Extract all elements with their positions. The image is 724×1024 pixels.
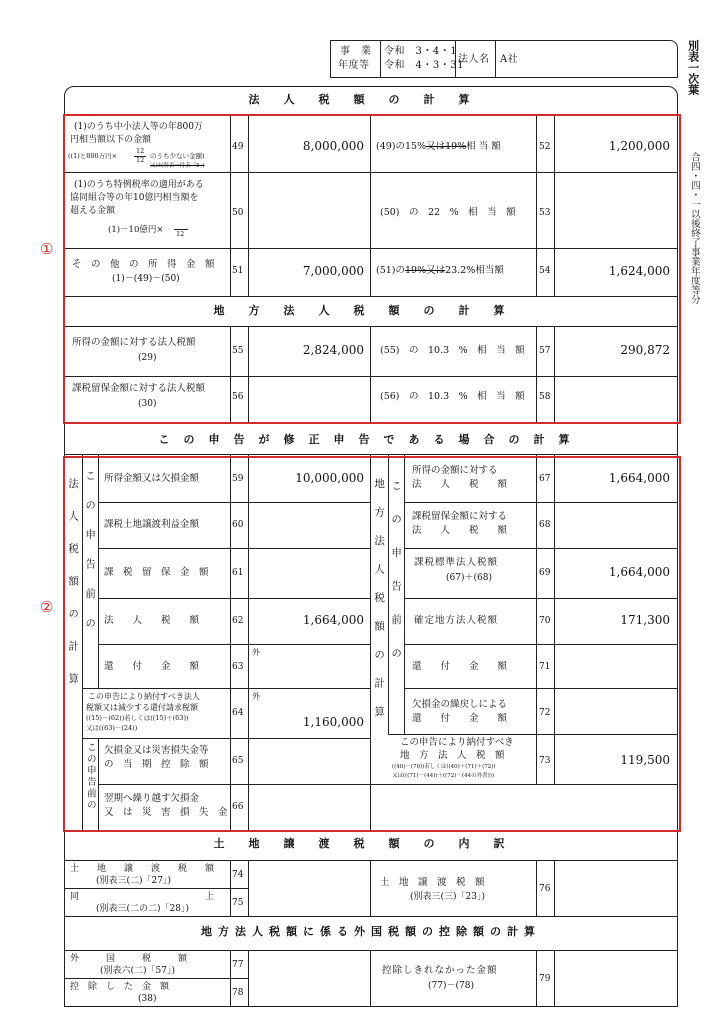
r56-line1: 課税留保金額に対する法人税額 — [72, 383, 206, 394]
r74-line1: 土 地 譲 渡 税 額 — [70, 864, 215, 874]
r52-label-b: 相当額 — [466, 141, 504, 152]
r55-no: 55 — [232, 346, 244, 356]
r69-no: 69 — [539, 568, 551, 578]
section-foreign: 地方法人税額に係る外国税額の控除額の計算 — [201, 925, 541, 938]
section-local-tax: 地方法人税額の計算 — [213, 304, 529, 317]
r79-line2: (77)－(78) — [428, 981, 474, 991]
r50-frac-bot: 12 — [176, 230, 185, 238]
r59-value: 10,000,000 — [295, 471, 364, 485]
r62-no: 62 — [232, 616, 244, 626]
r67-line2: 法 人 税 額 — [412, 479, 508, 490]
r54-label-a: (51)の — [376, 265, 406, 276]
r76-no: 76 — [539, 884, 551, 894]
r71-no: 71 — [539, 662, 551, 672]
r51-line1: そ の 他 の 所 得 金 額 — [72, 259, 215, 270]
header-divider-1 — [380, 40, 381, 78]
r77-line2: (別表六(二)「57」) — [100, 966, 175, 976]
r49-line1: (1)のうち中小法人等の年800万 — [74, 122, 203, 132]
r77-line1: 外 国 税 額 — [70, 954, 188, 964]
r73-line3: ((40)－(70))若しくは((40)＋(71)＋(72)) — [392, 764, 496, 770]
vline — [248, 860, 249, 916]
r49-value: 8,000,000 — [302, 139, 364, 153]
r75-line2: (別表三(二の二)「28」) — [96, 904, 189, 914]
r65-no: 65 — [232, 756, 244, 766]
r50-no: 50 — [232, 208, 244, 218]
vline — [536, 950, 537, 1007]
r49-line2: 円相当額以下の金額 — [70, 135, 152, 145]
r66-no: 66 — [232, 802, 244, 812]
r55-line1: 所得の金額に対する法人税額 — [72, 337, 196, 348]
r65-line1: 欠損金又は災害損失金等 — [104, 745, 209, 756]
r72-line2: 還 付 金 額 — [412, 713, 508, 724]
marker-2: ② — [40, 598, 54, 616]
r73-line4: 又は(((71)－(44))＋((72)－(44の外書))) — [392, 773, 495, 779]
r54-no: 54 — [539, 266, 551, 276]
r67-line1: 所得の金額に対する — [412, 465, 498, 476]
r78-no: 78 — [232, 988, 244, 998]
highlight-box-1 — [63, 114, 681, 424]
r54-value: 1,624,000 — [608, 264, 670, 278]
r67-no: 67 — [539, 474, 551, 484]
amend-right-inner: この申告前の — [390, 480, 403, 681]
r58-no: 58 — [539, 392, 551, 402]
r72-no: 72 — [539, 708, 551, 718]
r51-no: 51 — [232, 266, 244, 276]
r56-no: 56 — [232, 392, 244, 402]
r73-no: 73 — [539, 756, 551, 766]
header-divider-3 — [495, 40, 496, 78]
vline — [230, 950, 231, 1007]
r52-no: 52 — [539, 142, 551, 152]
amend-left-inner-top: この申告前の — [84, 470, 97, 647]
amend-left-outer: 法人税額の計算 — [67, 478, 80, 706]
r64-no: 64 — [232, 708, 244, 718]
r57-no: 57 — [539, 346, 551, 356]
r72-line1: 欠損金の繰戻しによる — [412, 699, 508, 710]
r66-line1: 翌期へ繰り越す欠損金 — [104, 793, 200, 804]
r76-line1: 土 地 譲 渡 税 額 — [380, 877, 485, 888]
vline — [248, 950, 249, 1007]
amend-right-outer: 地方法人税額の計算 — [373, 478, 386, 735]
r75-line1: 同 上 — [70, 892, 215, 902]
r62-value: 1,664,000 — [302, 613, 364, 627]
r74-line2: (別表三(二)「27」) — [96, 876, 171, 886]
r73-line1: この申告により納付すべき — [400, 737, 514, 748]
section-amendment: この申告が修正申告である場合の計算 — [158, 433, 584, 446]
r53-no: 53 — [539, 208, 551, 218]
r74-no: 74 — [232, 870, 244, 880]
section-land: 土地譲渡税額の内訳 — [213, 837, 529, 850]
r64-gai: 外 — [252, 692, 260, 701]
r55-line2: (29) — [138, 353, 157, 363]
r71-label: 還 付 金 額 — [412, 661, 508, 672]
r51-line2: (1)－(49)－(50) — [112, 274, 180, 284]
side-title-1: 別表一次葉 — [686, 40, 700, 95]
r69-value: 1,664,000 — [608, 565, 670, 579]
r50-line2: 協同組合等の年10億円相当額を — [70, 193, 199, 203]
vline — [370, 950, 371, 1007]
r55-value: 2,824,000 — [302, 343, 364, 357]
r59-label: 所得金額又は欠損金額 — [104, 473, 200, 484]
r50-line3: 超える金額 — [70, 206, 116, 216]
vline — [554, 860, 555, 916]
r73-value: 119,500 — [620, 753, 670, 767]
hline — [64, 950, 678, 951]
r51-value: 7,000,000 — [302, 264, 364, 278]
r78-line2: (38) — [138, 994, 157, 1004]
r58-label: (56) の 10.3 % 相 当 額 — [380, 391, 525, 402]
r57-label: (55) の 10.3 % 相 当 額 — [380, 345, 525, 356]
r57-value: 290,872 — [620, 343, 670, 357]
amend-left-inner-bottom: この申告前の — [84, 742, 96, 811]
r49-line4: のうち少ない金額) — [150, 152, 205, 160]
hline — [64, 978, 248, 979]
r63-label: 還 付 金 額 — [104, 661, 200, 672]
vline — [370, 860, 371, 916]
header-houjin-label: 法人名 — [458, 54, 490, 65]
header-nendo: 年度等 — [338, 60, 370, 71]
r64-line1: この申告により納付すべき法人 — [88, 692, 200, 701]
r54-label-strike: 19%又は — [405, 265, 446, 276]
r75-no: 75 — [232, 898, 244, 908]
r50-line1: (1)のうち特例税率の適用がある — [74, 180, 204, 190]
r63-no: 63 — [232, 662, 244, 672]
r53-label: (50) の 22 % 相 当 額 — [380, 207, 516, 218]
section-corporate-tax: 法人税額の計算 — [248, 93, 494, 106]
r65-line2: の 当 期 控 除 額 — [104, 759, 209, 770]
r61-no: 61 — [232, 568, 244, 578]
hline — [64, 454, 678, 455]
r59-no: 59 — [232, 474, 244, 484]
r64-line2: 税額又は減少する還付請求税額 — [86, 703, 198, 712]
r52-label-a: (49)の15% — [376, 141, 427, 152]
r68-line2: 法 人 税 額 — [412, 525, 508, 536]
r64-line3: ((15)－(62))若しくは((15)＋(63)) — [86, 714, 189, 722]
r68-line1: 課税留保金額に対する — [412, 511, 508, 522]
r49-no: 49 — [232, 142, 244, 152]
r60-no: 60 — [232, 520, 244, 530]
header-to-date: 令和 4・3・31 — [384, 60, 464, 71]
highlight-box-2 — [63, 456, 681, 832]
r69-line2: (67)＋(68) — [446, 573, 492, 583]
r69-line1: 課税標準法人税額 — [414, 557, 499, 568]
vline — [230, 860, 231, 916]
r68-no: 68 — [539, 520, 551, 530]
r79-no: 79 — [539, 974, 551, 984]
r67-value: 1,664,000 — [608, 471, 670, 485]
hline — [64, 916, 678, 917]
r49-line3: ((1)と800万円× — [68, 152, 118, 160]
r70-no: 70 — [539, 616, 551, 626]
r52-value: 1,200,000 — [608, 139, 670, 153]
r50-line4: (1)－10億円× — [108, 225, 164, 235]
side-title-2: 合四・四・一以後終了事業年度等分 — [688, 152, 700, 304]
r49-frac-top: 12 — [136, 147, 145, 155]
r78-line1: 控 除 し た 金 額 — [70, 982, 170, 992]
header-company: A社 — [500, 54, 519, 65]
r64-value: 1,160,000 — [302, 715, 364, 729]
r54-label-b: 23.2%相当額 — [445, 265, 504, 276]
r63-gai: 外 — [252, 648, 260, 657]
r73-line2: 地 方 法 人 税 額 — [400, 750, 505, 761]
r52-label-strike: 又は19% — [426, 141, 467, 152]
marker-1: ① — [40, 240, 54, 258]
r70-value: 171,300 — [620, 613, 670, 627]
r64-line4: 又は((63)－(24)) — [86, 724, 138, 732]
header-jigyou: 事 業 — [340, 46, 372, 57]
r70-label: 確定地方法人税額 — [414, 615, 499, 626]
hline — [64, 888, 248, 889]
r56-line2: (30) — [138, 399, 157, 409]
r62-label: 法 人 税 額 — [104, 615, 200, 626]
vline — [554, 950, 555, 1007]
r49-frac-bot: 12 — [136, 156, 145, 164]
r79-line1: 控除しきれなかった金額 — [382, 965, 498, 976]
r49-line5: 又は(別表一付表「5」) — [150, 163, 205, 169]
r77-no: 77 — [232, 960, 244, 970]
vline — [536, 860, 537, 916]
r76-line2: (別表三(三)「23」) — [410, 892, 485, 902]
r60-label: 課税土地譲渡利益金額 — [104, 519, 200, 530]
hline — [64, 860, 678, 861]
r61-label: 課 税 留 保 金 額 — [104, 567, 209, 578]
header-from-date: 令和 3・4・1 — [384, 46, 458, 57]
r66-line2: 又 は 災 害 損 失 金 — [104, 807, 228, 818]
